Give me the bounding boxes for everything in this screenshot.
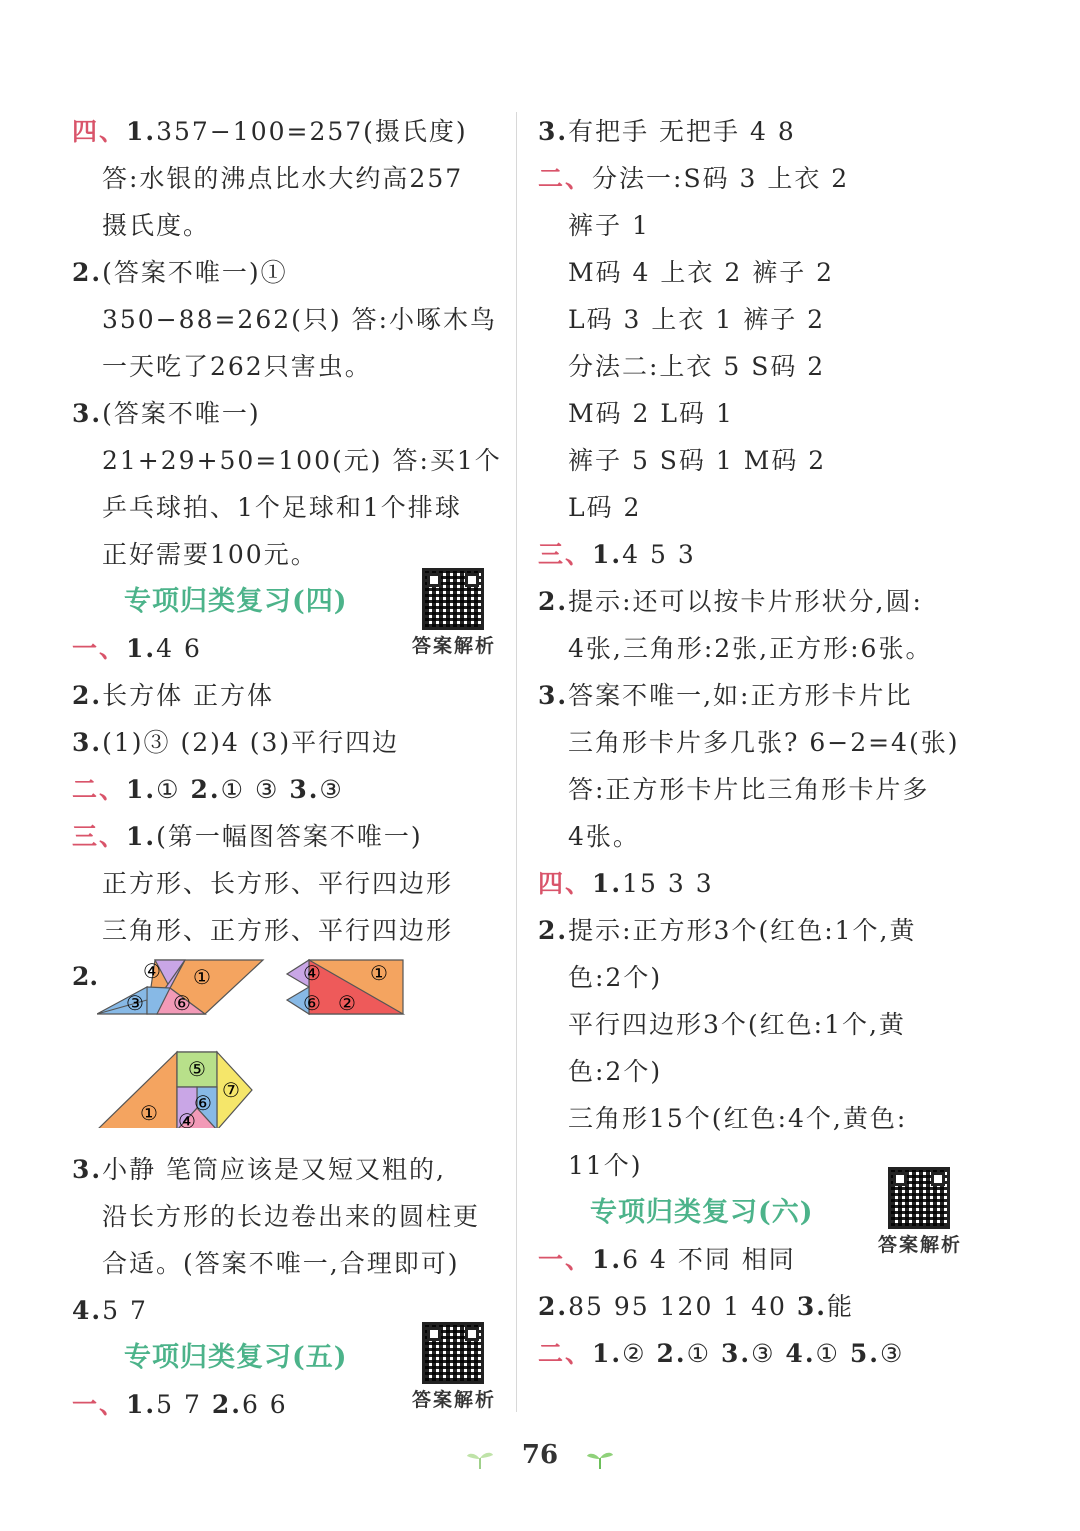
question-number: 2. (538, 1292, 569, 1321)
answer-line: 沿长方形的长边卷出来的圆柱更 (102, 1202, 481, 1231)
section-marker: 三、 (72, 822, 127, 851)
qr-code-icon[interactable] (888, 1167, 950, 1229)
answer-line (72, 766, 512, 813)
answer-text: 答案不唯一,如:正方形卡片比 (568, 681, 913, 710)
question-number: 2. (211, 1390, 242, 1419)
piece-label: ⑥ (303, 991, 321, 1015)
piece-label: ④ (143, 959, 161, 983)
page-footer (0, 1440, 1080, 1470)
answer-line: 三角形卡片多几张? 6−2=4(张) (568, 728, 960, 757)
answer-text: ① (686, 1339, 721, 1368)
section-marker: 一、 (538, 1245, 593, 1274)
review-title-text: 专项归类复习(五) (124, 1342, 348, 1373)
piece-label: ① (193, 965, 211, 989)
answer-line (72, 813, 512, 860)
question-number: 3. (72, 1155, 103, 1184)
answer-text: (第一幅图答案不唯一) (156, 822, 423, 851)
answer-line: 分法二:上衣 5 S码 2 (568, 352, 826, 381)
piece-label: ⑤ (188, 1057, 206, 1081)
question-number: 5. (849, 1339, 880, 1368)
piece-label: ⑦ (222, 1078, 240, 1102)
section-marker: 四、 (538, 869, 593, 898)
answer-text: 4 5 3 (622, 540, 696, 569)
question-number: 2. (538, 916, 569, 945)
answer-line: 350−88=262(只) 答:小啄木鸟 (102, 305, 498, 334)
answer-line (538, 672, 978, 719)
piece-label: ① (140, 1101, 158, 1125)
answer-line (538, 1283, 978, 1330)
qr-code-icon[interactable] (422, 1322, 484, 1384)
section-marker: 一、 (72, 1390, 127, 1419)
answer-line (538, 860, 978, 907)
tangram-square (287, 960, 403, 1015)
qr-label: 答案解析 (412, 1389, 497, 1411)
answer-text: 分法一:S码 3 上衣 2 (592, 164, 850, 193)
left-column (72, 108, 512, 1428)
question-number: 3. (720, 1339, 752, 1368)
question-number: 1. (592, 540, 623, 569)
answer-line: 正方形、长方形、平行四边形 (102, 869, 454, 898)
answer-text: 提示:还可以按卡片形状分,圆: (568, 587, 923, 616)
answer-text: 5 7 (102, 1296, 148, 1325)
section-marker: 二、 (72, 775, 127, 804)
piece-label: ③ (126, 991, 144, 1015)
answer-text: (答案不唯一)① (102, 258, 288, 287)
tangram-figure-row (72, 1050, 512, 1146)
question-number: 1. (126, 117, 157, 146)
piece-label: ② (338, 991, 356, 1015)
answer-line (72, 1381, 512, 1428)
question-number: 3. (72, 399, 103, 428)
question-number: 1. (592, 1245, 623, 1274)
answer-text: 4 6 (156, 634, 202, 663)
answer-line (538, 1330, 978, 1377)
column-divider (516, 112, 517, 1412)
answer-line (538, 578, 978, 625)
answer-line (72, 390, 512, 437)
question-number: 1. (126, 775, 157, 804)
answer-line (72, 672, 512, 719)
question-number: 2. (72, 258, 103, 287)
section-marker: 四、 (72, 117, 127, 146)
answer-line: 合适。(答案不唯一,合理即可) (102, 1249, 460, 1278)
answer-line: 21+29+50=100(元) 答:买1个 (102, 446, 502, 475)
answer-line: 答:正方形卡片比三角形卡片多 (568, 775, 930, 804)
answer-line (538, 907, 978, 954)
question-number: 3. (72, 728, 103, 757)
review-section-title (538, 1189, 978, 1256)
section-marker: 二、 (538, 164, 593, 193)
answer-line: 色:2个) (568, 1057, 663, 1086)
question-number: 4. (72, 1296, 103, 1325)
qr-label: 答案解析 (412, 635, 497, 657)
question-number: 2. (656, 1339, 687, 1368)
answer-line: 平行四边形3个(红色:1个,黄 (568, 1010, 906, 1039)
right-column (538, 108, 978, 1377)
answer-text: ③ (751, 1339, 786, 1368)
answer-text: ① (156, 775, 191, 804)
answer-text: 长方体 正方体 (102, 681, 275, 710)
qr-label: 答案解析 (878, 1234, 963, 1256)
answer-line (72, 108, 512, 155)
answer-text: 提示:正方形3个(红色:1个,黄 (568, 916, 917, 945)
question-number: 4. (785, 1339, 816, 1368)
answer-line: L码 3 上衣 1 裤子 2 (568, 305, 826, 334)
answer-line: 三角形、正方形、平行四边形 (102, 916, 454, 945)
answer-line: L码 2 (568, 493, 642, 522)
tangram-parallelogram (97, 959, 263, 1015)
answer-line (72, 249, 512, 296)
qr-code-icon[interactable] (422, 568, 484, 630)
answer-line: 4张,三角形:2张,正方形:6张。 (568, 634, 933, 663)
answer-text: ① (815, 1339, 850, 1368)
answer-text: (1)③ (2)4 (3)平行四边 (102, 728, 400, 757)
answer-line (72, 1146, 512, 1193)
answer-line (538, 1236, 978, 1283)
answer-text: (答案不唯一) (102, 399, 261, 428)
sprout-icon (585, 1448, 615, 1470)
question-number: 3. (289, 775, 320, 804)
question-number: 2. (538, 587, 569, 616)
review-title-text: 专项归类复习(六) (590, 1197, 814, 1228)
answer-line (538, 531, 978, 578)
answer-text: 小静 笔筒应该是又短又粗的, (102, 1155, 447, 1184)
piece-label: ① (370, 961, 388, 985)
question-number: 2. (190, 775, 221, 804)
question-number: 2. (72, 681, 103, 710)
answer-text: ③ (880, 1339, 905, 1368)
section-marker: 一、 (72, 634, 127, 663)
answer-line: 三角形15个(红色:4个,黄色: (568, 1104, 908, 1133)
answer-text: 6 6 (241, 1390, 288, 1419)
question-number: 1. (592, 1339, 623, 1368)
answer-text: 357−100=257(摄氏度) (156, 117, 468, 146)
piece-label: ⑥ (173, 991, 191, 1015)
answer-line: 裤子 5 S码 1 M码 2 (568, 446, 827, 475)
answer-line (72, 625, 512, 672)
answer-line: M码 4 上衣 2 裤子 2 (568, 258, 835, 287)
answer-line: 答:水银的沸点比水大约高257 (102, 164, 464, 193)
piece-label: ④ (178, 1109, 196, 1128)
question-number: 2. (72, 962, 99, 991)
answer-line (72, 719, 512, 766)
answer-line: 正好需要100元。 (102, 540, 318, 569)
answer-line: 摄氏度。 (102, 211, 211, 240)
question-number: 1. (126, 634, 157, 663)
answer-line: 乒乓球拍、1个足球和1个排球 (102, 493, 462, 522)
answer-text: 85 95 120 1 40 (568, 1292, 797, 1321)
review-title-text: 专项归类复习(四) (124, 586, 348, 617)
answer-line: 4张。 (568, 822, 640, 851)
answer-text: 6 4 不同 相同 (622, 1245, 796, 1274)
answer-line: 裤子 1 (568, 211, 650, 240)
answer-text: 5 7 (156, 1390, 212, 1419)
answer-text: 有把手 无把手 4 8 (568, 117, 796, 146)
piece-label: ⑥ (194, 1091, 212, 1115)
answer-text: ① ③ (220, 775, 290, 804)
answer-line: 色:2个) (568, 963, 663, 992)
page-number: 76 (521, 1440, 559, 1470)
answer-line: 一天吃了262只害虫。 (102, 352, 372, 381)
question-number: 1. (126, 822, 157, 851)
answer-line (538, 108, 978, 155)
question-number: 3. (538, 117, 569, 146)
question-number: 1. (126, 1390, 157, 1419)
answer-text: ③ (319, 775, 344, 804)
section-marker: 二、 (538, 1339, 593, 1368)
piece-label: ④ (303, 961, 321, 985)
answer-text: 能 (827, 1292, 855, 1321)
section-marker: 三、 (538, 540, 593, 569)
answer-line (538, 155, 978, 202)
answer-text: ② (622, 1339, 657, 1368)
sprout-icon (465, 1448, 495, 1470)
answer-line: M码 2 L码 1 (568, 399, 734, 428)
answer-text: 15 3 3 (622, 869, 714, 898)
question-number: 3. (538, 681, 569, 710)
question-number: 3. (796, 1292, 828, 1321)
answer-line: 11个) (568, 1151, 643, 1180)
question-number: 1. (592, 869, 623, 898)
tangram-trapezoid-svg (97, 1032, 297, 1128)
